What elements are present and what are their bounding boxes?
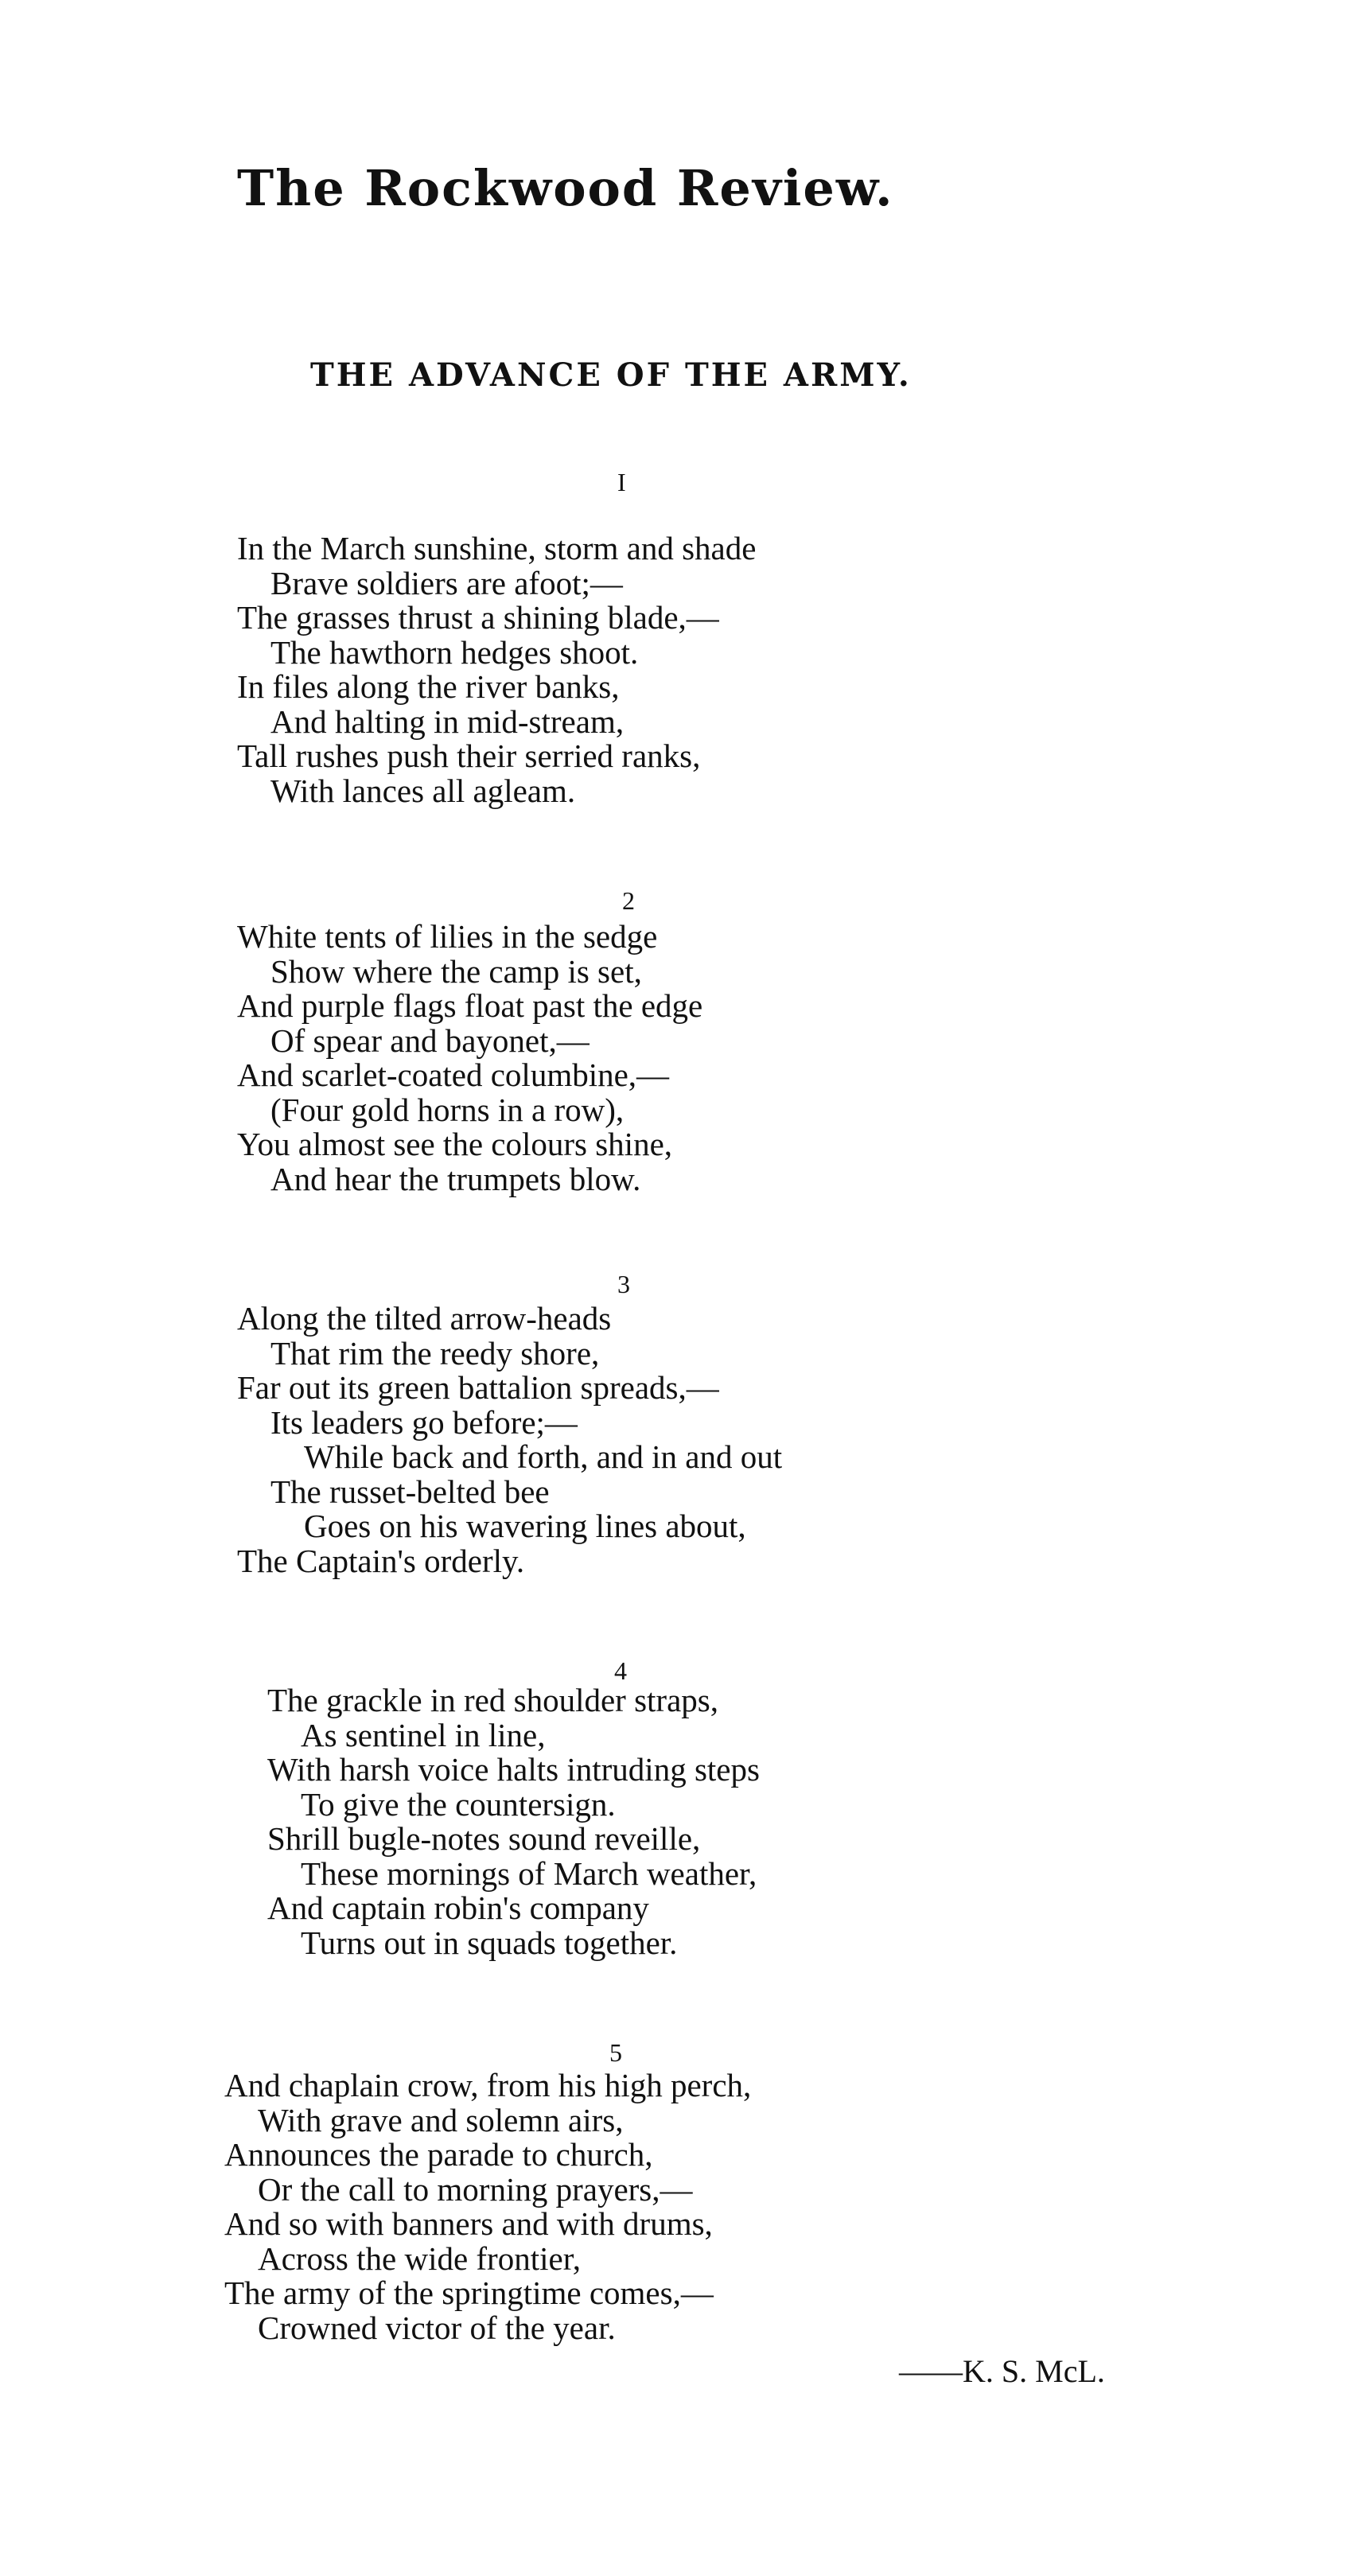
stanza — [237, 531, 756, 808]
poem-line: In the March sunshine, storm and shade — [237, 530, 757, 566]
poem-line: The russet-belted bee — [270, 1473, 550, 1510]
poem-line: Along the tilted arrow-heads — [237, 1300, 612, 1337]
poem-line: And so with banners and with drums, — [224, 2205, 713, 2242]
poem-line: The grackle in red shoulder straps, — [267, 1682, 718, 1718]
poem-line: Crowned victor of the year. — [258, 2309, 616, 2346]
stanza — [267, 1683, 760, 1960]
poem-line: To give the countersign. — [301, 1785, 616, 1823]
poem-line: And halting in mid-stream, — [270, 702, 625, 740]
poem-line: Or the call to morning prayers,— — [258, 2170, 693, 2208]
poem-line: With harsh voice halts intruding steps — [267, 1751, 760, 1788]
poem-line: Across the wide frontier, — [258, 2239, 581, 2277]
masthead: The Rockwood Review. — [237, 159, 894, 217]
stanza — [237, 920, 702, 1197]
poem-line: (Four gold horns in a row), — [270, 1091, 625, 1128]
poem-line: These mornings of March weather, — [301, 1854, 757, 1892]
poem-line: The hawthorn hedges shoot. — [270, 633, 639, 671]
poem-line: Brave soldiers are afoot;— — [270, 564, 623, 601]
poem-line: You almost see the colours shine, — [237, 1126, 673, 1162]
poem-line: As sentinel in line, — [301, 1716, 546, 1753]
poem-line: Announces the parade to church, — [224, 2136, 653, 2173]
stanza-number: 3 — [617, 1270, 630, 1298]
poem-line: And chaplain crow, from his high perch, — [224, 2067, 752, 2103]
poem-line: And purple flags float past the edge — [237, 987, 703, 1024]
poem-line: Shrill bugle-notes sound reveille, — [267, 1820, 701, 1857]
poem-line: Show where the camp is set, — [270, 952, 642, 990]
poem-line: With grave and solemn airs, — [258, 2101, 624, 2138]
poem-line: And hear the trumpets blow. — [270, 1160, 641, 1197]
poem-line: Of spear and bayonet,— — [270, 1021, 590, 1059]
author-signature: ——K. S. McL. — [899, 2353, 1105, 2389]
poem-line: With lances all agleam. — [270, 772, 576, 809]
stanza-number: 4 — [614, 1656, 627, 1685]
poem-line: And captain robin's company — [267, 1889, 649, 1926]
poem-line: White tents of lilies in the sedge — [237, 918, 658, 955]
poem-line: And scarlet-coated columbine,— — [237, 1056, 670, 1093]
stanza-number: 2 — [622, 886, 635, 915]
stanza-number: 5 — [609, 2038, 622, 2067]
poem-title: THE ADVANCE OF THE ARMY. — [310, 356, 912, 394]
poem-line: Its leaders go before;— — [270, 1403, 578, 1441]
poem-line: Tall rushes push their serried ranks, — [237, 737, 701, 774]
poem-line: That rim the reedy shore, — [270, 1334, 600, 1372]
poem-line: Turns out in squads together. — [301, 1924, 678, 1961]
stanza-number: I — [617, 468, 626, 496]
stanza — [224, 2068, 751, 2345]
stanza — [237, 1302, 782, 1578]
poem-line: Far out its green battalion spreads,— — [237, 1369, 719, 1406]
poem-line: The grasses thrust a shining blade,— — [237, 599, 719, 636]
poem-line: While back and forth, and in and out — [304, 1438, 783, 1475]
poem-line: The army of the springtime comes,— — [224, 2274, 714, 2311]
poem-line: Goes on his wavering lines about, — [304, 1508, 746, 1544]
poem-line: In files along the river banks, — [237, 668, 620, 705]
poem-line: The Captain's orderly. — [237, 1542, 525, 1579]
